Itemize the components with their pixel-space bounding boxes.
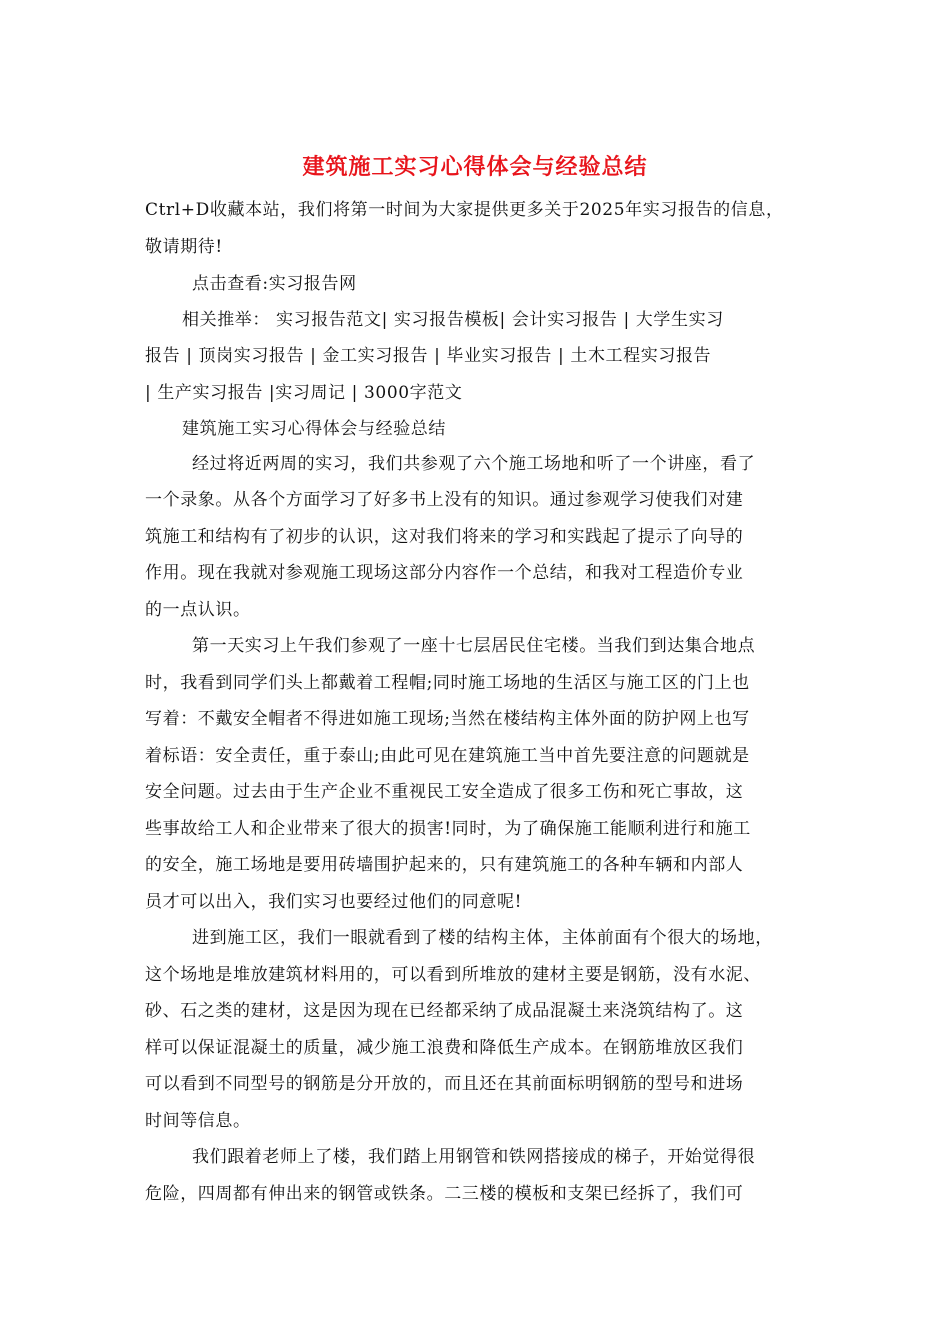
text-line: 着标语：安全责任，重于泰山;由此可见在建筑施工当中首先要注意的问题就是 <box>145 746 750 766</box>
text-line: 危险，四周都有伸出来的钢管或铁条。二三楼的模板和支架已经拆了，我们可 <box>145 1184 744 1204</box>
related-links-line: 报告 | 顶岗实习报告 | 金工实习报告 | 毕业实习报告 | 土木工程实习报告 <box>145 346 712 366</box>
text-line: 我们跟着老师上了楼，我们踏上用钢管和铁网搭接成的梯子，开始觉得很 <box>192 1147 756 1167</box>
text-line: 样可以保证混凝土的质量，减少施工浪费和降低生产成本。在钢筋堆放区我们 <box>145 1038 744 1058</box>
document-title: 建筑施工实习心得体会与经验总结 <box>302 154 648 180</box>
text-line: 时间等信息。 <box>145 1111 251 1131</box>
text-line: 写着：不戴安全帽者不得进如施工现场;当然在楼结构主体外面的防护网上也写 <box>145 709 750 729</box>
text-line: Ctrl+D收藏本站，我们将第一时间为大家提供更多关于2025年实习报告的信息， <box>145 200 784 220</box>
text-line: 时，我看到同学们头上都戴着工程帽;同时施工场地的生活区与施工区的门上也 <box>145 673 750 693</box>
text-line: 敬请期待! <box>145 237 223 257</box>
text-line: 些事故给工人和企业带来了很大的损害!同时，为了确保施工能顺利进行和施工 <box>145 819 751 839</box>
text-line: 进到施工区，我们一眼就看到了楼的结构主体，主体前面有个很大的场地， <box>192 928 773 948</box>
text-line: 安全问题。过去由于生产企业不重视民工安全造成了很多工伤和死亡事故，这 <box>145 782 744 802</box>
text-line: 的一点认识。 <box>145 600 251 620</box>
text-line: 员才可以出入，我们实习也要经过他们的同意呢! <box>145 892 523 912</box>
text-line: 第一天实习上午我们参观了一座十七层居民住宅楼。当我们到达集合地点 <box>192 636 756 656</box>
text-line: 经过将近两周的实习，我们共参观了六个施工场地和听了一个讲座，看了 <box>192 454 756 474</box>
text-line: 一个录象。从各个方面学习了好多书上没有的知识。通过参观学习使我们对建 <box>145 490 744 510</box>
text-line: 筑施工和结构有了初步的认识，这对我们将来的学习和实践起了提示了向导的 <box>145 527 744 547</box>
related-links-line: 相关推举： 实习报告范文| 实习报告模板| 会计实习报告 | 大学生实习 <box>182 310 724 330</box>
text-line: 作用。现在我就对参观施工现场这部分内容作一个总结，和我对工程造价专业 <box>145 563 744 583</box>
text-line: 点击查看:实习报告网 <box>192 274 357 294</box>
text-line: 的安全，施工场地是要用砖墙围护起来的，只有建筑施工的各种车辆和内部人 <box>145 855 744 875</box>
text-line: 这个场地是堆放建筑材料用的，可以看到所堆放的建材主要是钢筋，没有水泥、 <box>145 965 761 985</box>
section-heading: 建筑施工实习心得体会与经验总结 <box>182 419 446 439</box>
text-line: 砂、石之类的建材，这是因为现在已经都采纳了成品混凝土来浇筑结构了。这 <box>145 1001 744 1021</box>
text-line: 可以看到不同型号的钢筋是分开放的，而且还在其前面标明钢筋的型号和进场 <box>145 1074 744 1094</box>
related-links-line: | 生产实习报告 |实习周记 | 3000字范文 <box>145 383 463 403</box>
